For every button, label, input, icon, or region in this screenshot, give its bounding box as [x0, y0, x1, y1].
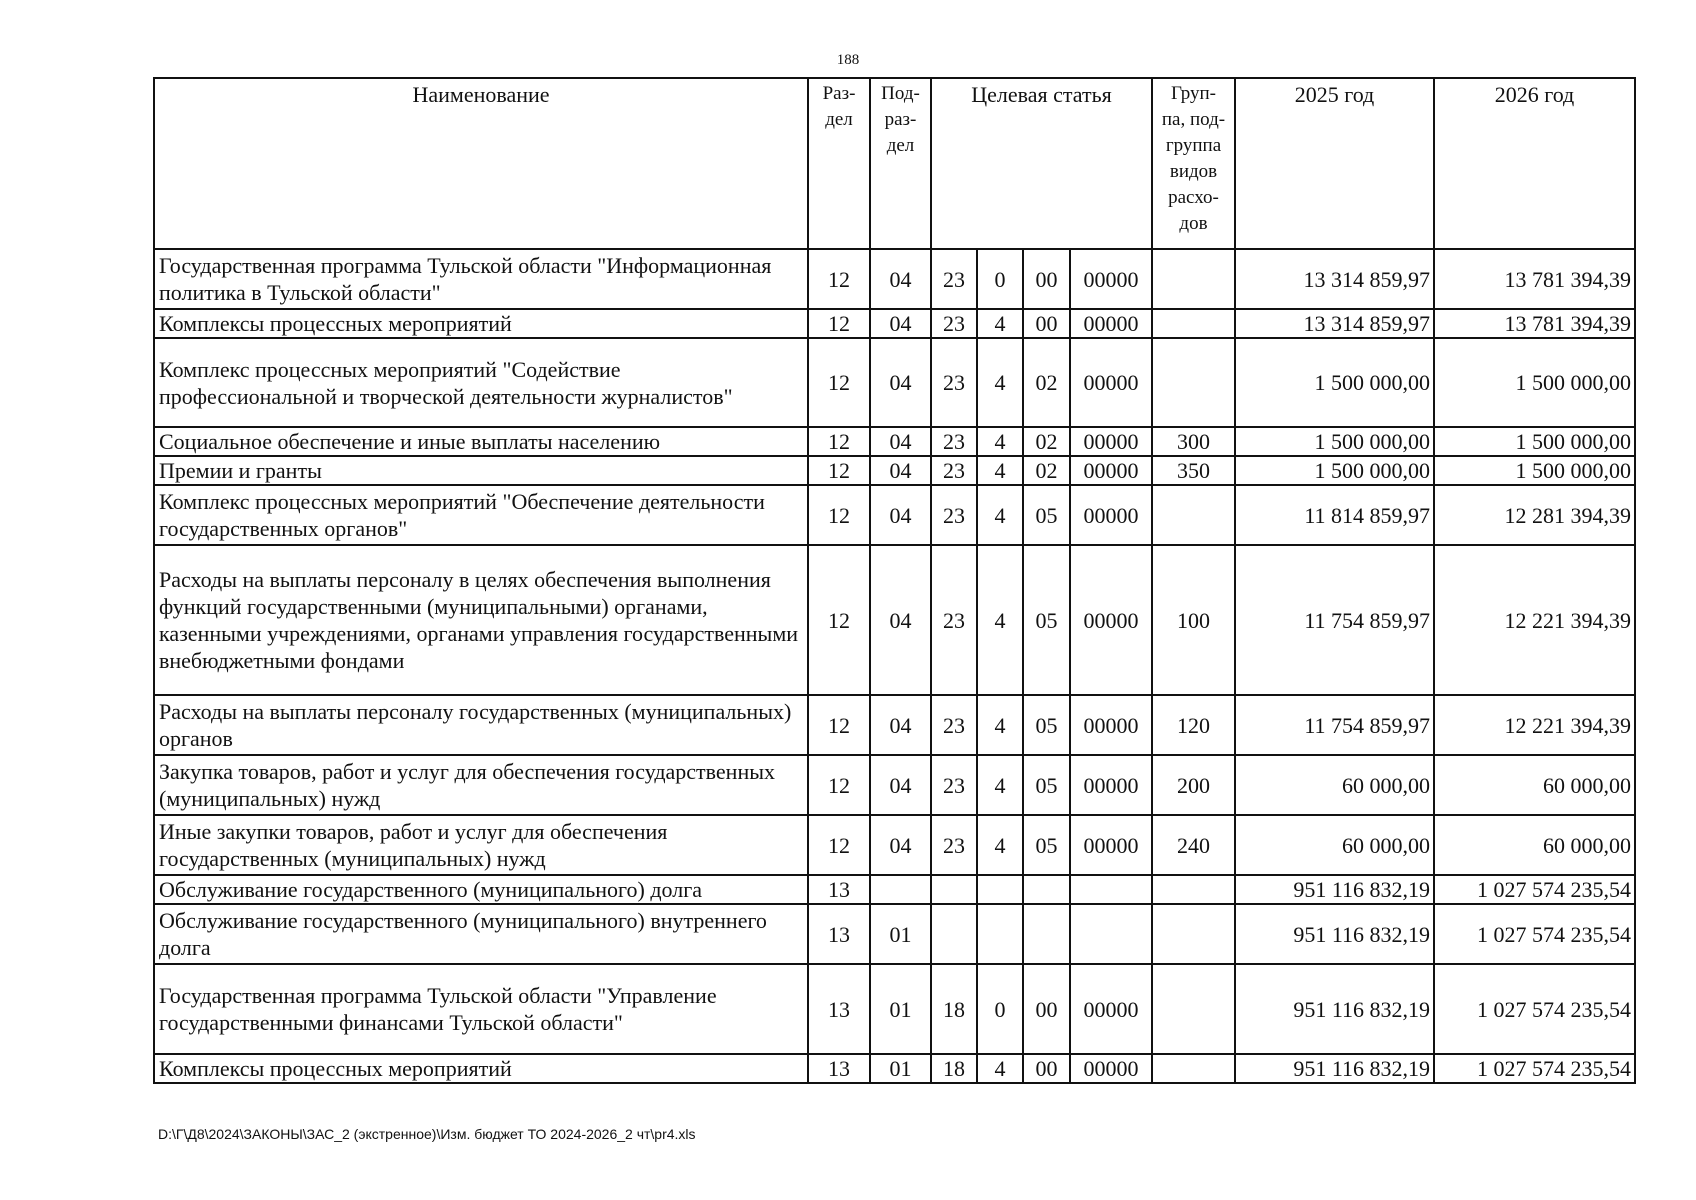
- cell-amount-2026: 13 781 394,39: [1434, 309, 1635, 338]
- cell-razdel: 12: [808, 427, 870, 456]
- cell-target-subprogram: 05: [1023, 545, 1070, 695]
- cell-amount-2026: 1 500 000,00: [1434, 427, 1635, 456]
- cell-name: Расходы на выплаты персоналу государственных (муниципальных) органов: [154, 695, 808, 755]
- cell-target-direction: [1070, 904, 1152, 964]
- table-row: [154, 485, 1635, 545]
- table-row: [154, 815, 1635, 875]
- cell-target-type: 4: [977, 338, 1023, 427]
- cell-razdel: 12: [808, 695, 870, 755]
- cell-amount-2025: 951 116 832,19: [1235, 1054, 1434, 1083]
- cell-name: Закупка товаров, работ и услуг для обеспечения государственных (муниципальных) нужд: [154, 755, 808, 815]
- cell-name: Обслуживание государственного (муниципального) внутреннего долга: [154, 904, 808, 964]
- cell-expense-group: [1152, 1054, 1235, 1083]
- cell-target-subprogram: 05: [1023, 695, 1070, 755]
- page-number: 188: [836, 52, 860, 68]
- cell-target-type: 4: [977, 456, 1023, 485]
- cell-name: Иные закупки товаров, работ и услуг для обеспечения государственных (муниципальных) нужд: [154, 815, 808, 875]
- cell-razdel: 12: [808, 338, 870, 427]
- cell-expense-group: 240: [1152, 815, 1235, 875]
- cell-amount-2025: 11 814 859,97: [1235, 485, 1434, 545]
- cell-razdel: 12: [808, 755, 870, 815]
- cell-target-program: [931, 904, 977, 964]
- cell-amount-2026: 12 281 394,39: [1434, 485, 1635, 545]
- cell-target-program: 23: [931, 309, 977, 338]
- header-target: Целевая статья: [931, 78, 1152, 249]
- cell-target-direction: 00000: [1070, 249, 1152, 309]
- cell-target-program: 23: [931, 485, 977, 545]
- cell-amount-2025: 1 500 000,00: [1235, 427, 1434, 456]
- cell-amount-2025: 13 314 859,97: [1235, 309, 1434, 338]
- cell-target-direction: [1070, 875, 1152, 904]
- cell-podrazdel: 04: [870, 695, 931, 755]
- cell-amount-2026: 13 781 394,39: [1434, 249, 1635, 309]
- cell-expense-group: 120: [1152, 695, 1235, 755]
- cell-expense-group: [1152, 249, 1235, 309]
- cell-target-direction: 00000: [1070, 427, 1152, 456]
- cell-amount-2026: 60 000,00: [1434, 755, 1635, 815]
- cell-target-subprogram: 00: [1023, 964, 1070, 1054]
- header-row: [154, 78, 1635, 249]
- cell-podrazdel: 04: [870, 815, 931, 875]
- cell-target-direction: 00000: [1070, 1054, 1152, 1083]
- cell-target-subprogram: 02: [1023, 427, 1070, 456]
- cell-name: Расходы на выплаты персоналу в целях обеспечения выполнения функций государственными (муниципальными) органами, казенными учреждениями, органами управления государственными внебюджетными фондами: [154, 545, 808, 695]
- cell-podrazdel: 04: [870, 309, 931, 338]
- cell-target-type: 4: [977, 427, 1023, 456]
- header-2025: 2025 год: [1235, 78, 1434, 249]
- cell-amount-2026: 12 221 394,39: [1434, 695, 1635, 755]
- cell-name: Социальное обеспечение и иные выплаты населению: [154, 427, 808, 456]
- cell-podrazdel: 04: [870, 456, 931, 485]
- cell-target-direction: 00000: [1070, 964, 1152, 1054]
- cell-target-type: 4: [977, 695, 1023, 755]
- cell-target-subprogram: 05: [1023, 815, 1070, 875]
- cell-podrazdel: 04: [870, 545, 931, 695]
- cell-expense-group: [1152, 309, 1235, 338]
- header-group: Груп- па, под- группа видов расхо- дов: [1152, 78, 1235, 249]
- header-podrazdel: Под- раз- дел: [870, 78, 931, 249]
- cell-razdel: 12: [808, 309, 870, 338]
- cell-target-type: 4: [977, 815, 1023, 875]
- cell-target-program: 23: [931, 338, 977, 427]
- cell-razdel: 12: [808, 545, 870, 695]
- cell-podrazdel: 04: [870, 338, 931, 427]
- cell-target-type: 4: [977, 1054, 1023, 1083]
- cell-podrazdel: 04: [870, 249, 931, 309]
- cell-name: Комплекс процессных мероприятий "Обеспечение деятельности государственных органов": [154, 485, 808, 545]
- cell-target-direction: 00000: [1070, 456, 1152, 485]
- cell-target-type: 4: [977, 545, 1023, 695]
- cell-target-direction: 00000: [1070, 485, 1152, 545]
- cell-target-program: 23: [931, 456, 977, 485]
- cell-target-direction: 00000: [1070, 695, 1152, 755]
- cell-name: Комплекс процессных мероприятий "Содействие профессиональной и творческой деятельности журналистов": [154, 338, 808, 427]
- cell-podrazdel: 04: [870, 755, 931, 815]
- table-row: [154, 695, 1635, 755]
- cell-target-subprogram: 02: [1023, 456, 1070, 485]
- cell-target-direction: 00000: [1070, 545, 1152, 695]
- cell-target-type: 4: [977, 309, 1023, 338]
- cell-podrazdel: 04: [870, 427, 931, 456]
- cell-podrazdel: 04: [870, 485, 931, 545]
- cell-target-program: 23: [931, 249, 977, 309]
- cell-target-type: [977, 904, 1023, 964]
- file-path-footer: D:\Г\Д8\2024\ЗАКОНЫ\ЗАС_2 (экстренное)\Изм. бюджет ТО 2024-2026_2 чт\pr4.xls: [158, 1126, 696, 1142]
- cell-expense-group: [1152, 485, 1235, 545]
- cell-name: Государственная программа Тульской области "Управление государственными финансами Тульской области": [154, 964, 808, 1054]
- cell-amount-2026: 1 027 574 235,54: [1434, 1054, 1635, 1083]
- cell-target-type: [977, 875, 1023, 904]
- table-row: [154, 309, 1635, 338]
- cell-amount-2025: 951 116 832,19: [1235, 964, 1434, 1054]
- cell-target-program: 23: [931, 545, 977, 695]
- cell-target-subprogram: 02: [1023, 338, 1070, 427]
- cell-target-program: 23: [931, 815, 977, 875]
- table-row: [154, 755, 1635, 815]
- cell-amount-2026: 1 027 574 235,54: [1434, 964, 1635, 1054]
- cell-target-direction: 00000: [1070, 338, 1152, 427]
- table-row: [154, 249, 1635, 309]
- cell-target-direction: 00000: [1070, 815, 1152, 875]
- cell-target-subprogram: 05: [1023, 485, 1070, 545]
- cell-target-subprogram: 00: [1023, 249, 1070, 309]
- table-row: [154, 545, 1635, 695]
- table-row: [154, 338, 1635, 427]
- cell-podrazdel: 01: [870, 904, 931, 964]
- cell-target-subprogram: [1023, 875, 1070, 904]
- cell-amount-2026: 12 221 394,39: [1434, 545, 1635, 695]
- cell-expense-group: 200: [1152, 755, 1235, 815]
- cell-expense-group: [1152, 904, 1235, 964]
- cell-target-subprogram: 00: [1023, 309, 1070, 338]
- cell-expense-group: 300: [1152, 427, 1235, 456]
- cell-expense-group: [1152, 875, 1235, 904]
- cell-razdel: 12: [808, 815, 870, 875]
- table-body: [154, 249, 1635, 1083]
- cell-amount-2026: 1 027 574 235,54: [1434, 904, 1635, 964]
- header-razdel: Раз- дел: [808, 78, 870, 249]
- header-name: Наименование: [154, 78, 808, 249]
- cell-name: Государственная программа Тульской области "Информационная политика в Тульской области": [154, 249, 808, 309]
- table-row: [154, 875, 1635, 904]
- table-row: [154, 904, 1635, 964]
- cell-target-subprogram: 05: [1023, 755, 1070, 815]
- header-2026: 2026 год: [1434, 78, 1635, 249]
- cell-target-program: 23: [931, 755, 977, 815]
- cell-amount-2026: 1 027 574 235,54: [1434, 875, 1635, 904]
- cell-expense-group: 100: [1152, 545, 1235, 695]
- table-row: [154, 964, 1635, 1054]
- cell-razdel: 13: [808, 904, 870, 964]
- cell-target-type: 4: [977, 755, 1023, 815]
- cell-expense-group: [1152, 964, 1235, 1054]
- cell-podrazdel: [870, 875, 931, 904]
- cell-target-type: 0: [977, 249, 1023, 309]
- cell-razdel: 13: [808, 964, 870, 1054]
- table-row: [154, 427, 1635, 456]
- cell-razdel: 12: [808, 485, 870, 545]
- cell-amount-2025: 1 500 000,00: [1235, 338, 1434, 427]
- cell-target-direction: 00000: [1070, 755, 1152, 815]
- cell-target-subprogram: [1023, 904, 1070, 964]
- cell-name: Комплексы процессных мероприятий: [154, 1054, 808, 1083]
- cell-amount-2025: 11 754 859,97: [1235, 695, 1434, 755]
- cell-amount-2025: 951 116 832,19: [1235, 875, 1434, 904]
- cell-target-program: 18: [931, 1054, 977, 1083]
- cell-target-program: [931, 875, 977, 904]
- cell-podrazdel: 01: [870, 1054, 931, 1083]
- cell-amount-2026: 60 000,00: [1434, 815, 1635, 875]
- cell-name: Обслуживание государственного (муниципального) долга: [154, 875, 808, 904]
- cell-name: Комплексы процессных мероприятий: [154, 309, 808, 338]
- cell-target-program: 23: [931, 695, 977, 755]
- cell-amount-2025: 951 116 832,19: [1235, 904, 1434, 964]
- cell-razdel: 12: [808, 249, 870, 309]
- cell-expense-group: 350: [1152, 456, 1235, 485]
- cell-target-type: 0: [977, 964, 1023, 1054]
- cell-razdel: 12: [808, 456, 870, 485]
- cell-expense-group: [1152, 338, 1235, 427]
- cell-amount-2026: 1 500 000,00: [1434, 338, 1635, 427]
- cell-amount-2025: 60 000,00: [1235, 755, 1434, 815]
- budget-table: [153, 77, 1636, 1084]
- cell-target-type: 4: [977, 485, 1023, 545]
- table-row: [154, 1054, 1635, 1083]
- cell-amount-2025: 13 314 859,97: [1235, 249, 1434, 309]
- cell-razdel: 13: [808, 875, 870, 904]
- cell-target-subprogram: 00: [1023, 1054, 1070, 1083]
- cell-target-program: 23: [931, 427, 977, 456]
- cell-target-direction: 00000: [1070, 309, 1152, 338]
- cell-name: Премии и гранты: [154, 456, 808, 485]
- table-row: [154, 456, 1635, 485]
- cell-amount-2025: 11 754 859,97: [1235, 545, 1434, 695]
- cell-target-program: 18: [931, 964, 977, 1054]
- cell-podrazdel: 01: [870, 964, 931, 1054]
- cell-razdel: 13: [808, 1054, 870, 1083]
- cell-amount-2026: 1 500 000,00: [1434, 456, 1635, 485]
- cell-amount-2025: 60 000,00: [1235, 815, 1434, 875]
- cell-amount-2025: 1 500 000,00: [1235, 456, 1434, 485]
